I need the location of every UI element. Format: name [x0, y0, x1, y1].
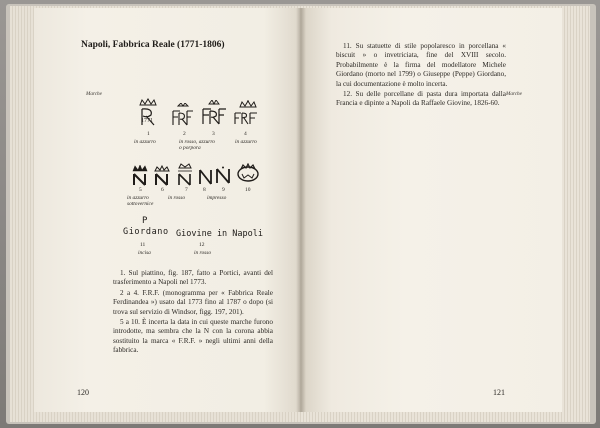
row1-caption-4: in azzurro — [235, 139, 257, 145]
row1-caption-2a: in rosso, azzurro — [179, 139, 215, 145]
mark-4-number: 4 — [244, 131, 247, 137]
signature-11-initial: P — [142, 216, 148, 226]
row1-caption-2b: o porpora — [179, 145, 201, 151]
signature-12-number: 12 — [199, 242, 205, 248]
row2-caption-1a: in azzurro — [127, 195, 149, 201]
signature-11-giordano: Giordano — [123, 227, 169, 237]
right-page-notes — [336, 42, 506, 109]
signature-12-giovine: Giovine in Napoli — [176, 229, 263, 239]
mark-10-number: 10 — [245, 187, 251, 193]
mark-10-crown — [235, 163, 261, 187]
mark-1-crown-r — [133, 97, 163, 131]
book-gutter — [296, 8, 306, 412]
mark-8-n — [196, 167, 216, 187]
mark-6-crown-n — [151, 165, 173, 187]
mark-8-number: 8 — [203, 187, 206, 193]
mark-2-number: 2 — [183, 131, 186, 137]
note-2-4: 2 a 4. F.R.F. (monogramma per « Fabbrica Reale Ferdinandea ») usato dal 1773 fino al 1787 o dopo (si trova sul servizio di Windsor, figg. 197, 201). — [113, 288, 273, 316]
mark-5-crown-n — [129, 165, 151, 187]
row2-caption-1b: sottovernice — [127, 201, 154, 207]
mark-3-frf-monogram — [200, 100, 228, 128]
mark-5-number: 5 — [139, 187, 142, 193]
left-page-notes — [113, 269, 273, 356]
row1-caption-1: in azzurro — [134, 139, 156, 145]
mark-9-n — [214, 166, 234, 186]
note-5-10: 5 a 10. È incerta la data in cui queste marche furono introdotte, ma sembra che la N con la corona abbia sostituito la marca « F.R.F. » negli ultimi anni della fabbrica. — [113, 318, 273, 355]
page-number-right: 121 — [493, 388, 505, 397]
mark-9-number: 9 — [222, 187, 225, 193]
mark-1-number: 1 — [147, 131, 150, 137]
page-number-left: 120 — [77, 388, 89, 397]
note-12: 12. Su delle porcellane di pasta dura importata dalla Francia e dipinte a Napoli da Raffaele Giovine, 1826-60. — [336, 90, 506, 108]
row2-caption-2: in rosso — [168, 195, 186, 201]
mark-2-frf-monogram — [170, 103, 196, 129]
signature-11-number: 11 — [140, 242, 146, 248]
mark-7-number: 7 — [185, 187, 188, 193]
mark-6-number: 6 — [161, 187, 164, 193]
mark-3-number: 3 — [212, 131, 215, 137]
signature-11-caption: incisa — [138, 250, 151, 256]
mark-7-crown-n — [174, 163, 196, 187]
page-title: Napoli, Fabbrica Reale (1771-1806) — [81, 40, 225, 50]
marche-label-left: Marche — [86, 91, 102, 97]
mark-1-year: 1771 — [141, 118, 153, 124]
mark-4-crown-frf — [230, 100, 262, 128]
note-1: 1. Sul piattino, fig. 187, fatto a Portici, avanti del trasferimento a Napoli nel 1773. — [113, 269, 273, 287]
row2-caption-3: impresso — [207, 195, 227, 201]
signature-12-caption: in rosso — [194, 250, 212, 256]
note-11: 11. Su statuette di stile popolaresco in porcellana « biscuit » o invetriciata, fine del XVIII secolo. Probabilmente è la firma del modellatore Michele Giordano (morto nel 1799) o Giuseppe (Peppe) Giordano, la cui documentazione è molto incerta. — [336, 42, 506, 88]
marche-label-right: Marche — [506, 91, 522, 97]
